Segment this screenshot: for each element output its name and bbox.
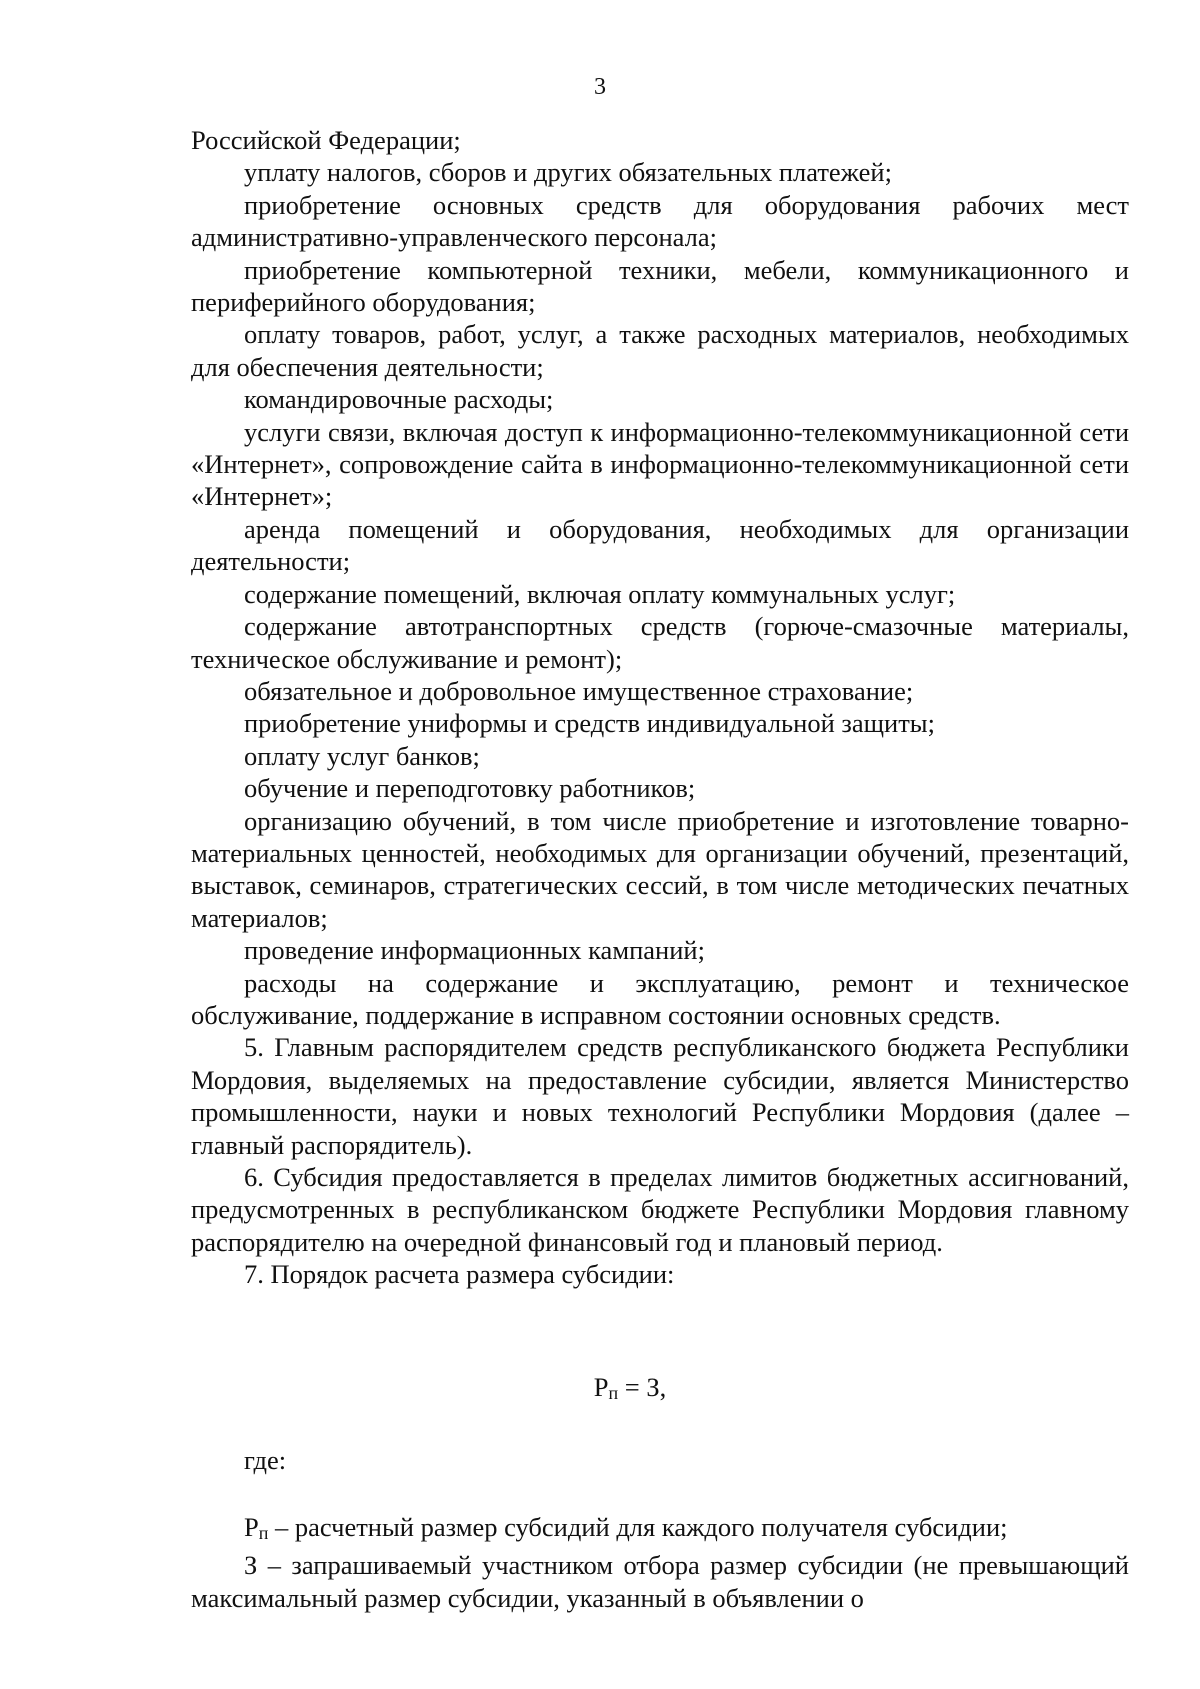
definition-rp bbox=[191, 1511, 1129, 1549]
paragraph: обязательное и добровольное имущественное страхование; bbox=[244, 675, 914, 706]
paragraph-item-7: 7. Порядок расчета размера субсидии: bbox=[244, 1259, 675, 1290]
paragraph: приобретение компьютерной техники, мебели, коммуникационного и периферийного оборудования; bbox=[191, 254, 1129, 318]
definition-z: З – запрашиваемый участником отбора размер субсидии (не превышающий максимальный размер субсидии, указанный в объявлении о bbox=[191, 1550, 1129, 1613]
paragraph: командировочные расходы; bbox=[244, 384, 554, 415]
formula-rhs: = З, bbox=[618, 1372, 667, 1402]
subsidy-formula bbox=[0, 1371, 1200, 1409]
rp-subscript: п bbox=[258, 1523, 269, 1543]
formula-lhs-subscript: п bbox=[608, 1383, 619, 1403]
paragraph: услуги связи, включая доступ к информационно-телекоммуникационной сети «Интернет», сопровождение сайта в информационно-телекоммуникационной сети «Интернет»; bbox=[191, 416, 1129, 512]
paragraph: обучение и переподготовку работников; bbox=[244, 773, 696, 804]
paragraph: содержание автотранспортных средств (горюче-смазочные материалы, техническое обслуживание и ремонт); bbox=[191, 611, 1129, 674]
paragraph-item-6: 6. Субсидия предоставляется в пределах лимитов бюджетных ассигнований, предусмотренных в республиканском бюджете Республики Мордовия главному распорядителю на очередной финансовый год и плановый период. bbox=[191, 1162, 1129, 1257]
paragraph: организацию обучений, в том числе приобретение и изготовление товарно-материальных ценностей, необходимых для организации обучений, презентаций, выставок, семинаров, стратегических сессий, в том числе методических печатных материалов; bbox=[191, 805, 1129, 933]
paragraph: расходы на содержание и эксплуатацию, ремонт и техническое обслуживание, поддержание в исправном состоянии основных средств. bbox=[191, 967, 1129, 1030]
paragraph: содержание помещений, включая оплату коммунальных услуг; bbox=[244, 578, 956, 609]
paragraph: аренда помещений и оборудования, необходимых для организации деятельности; bbox=[191, 513, 1129, 577]
rp-symbol: Р bbox=[244, 1512, 259, 1542]
paragraph-item-5: 5. Главным распорядителем средств республиканского бюджета Республики Мордовия, выделяемых на предоставление субсидии, является Министерство промышленности, науки и новых технологий Республики Мордовия (далее – главный распорядитель). bbox=[191, 1032, 1129, 1160]
rp-text: – расчетный размер субсидий для каждого получателя субсидии; bbox=[268, 1512, 1008, 1542]
definitions bbox=[191, 1511, 1129, 1614]
paragraph: Российской Федерации; bbox=[191, 125, 461, 155]
page-number: 3 bbox=[594, 74, 606, 100]
document-body bbox=[191, 124, 1129, 1291]
paragraph: уплату налогов, сборов и других обязательных платежей; bbox=[244, 157, 892, 188]
paragraph: оплату товаров, работ, услуг, а также расходных материалов, необходимых для обеспечения деятельности; bbox=[191, 319, 1129, 382]
paragraph: оплату услуг банков; bbox=[244, 740, 480, 771]
paragraph: приобретение основных средств для оборудования рабочих мест административно-управленческого персонала; bbox=[191, 189, 1129, 253]
where-label: где: bbox=[244, 1445, 287, 1475]
paragraph: проведение информационных кампаний; bbox=[244, 935, 705, 966]
formula-lhs: Р bbox=[593, 1372, 609, 1402]
paragraph: приобретение униформы и средств индивидуальной защиты; bbox=[244, 708, 935, 739]
